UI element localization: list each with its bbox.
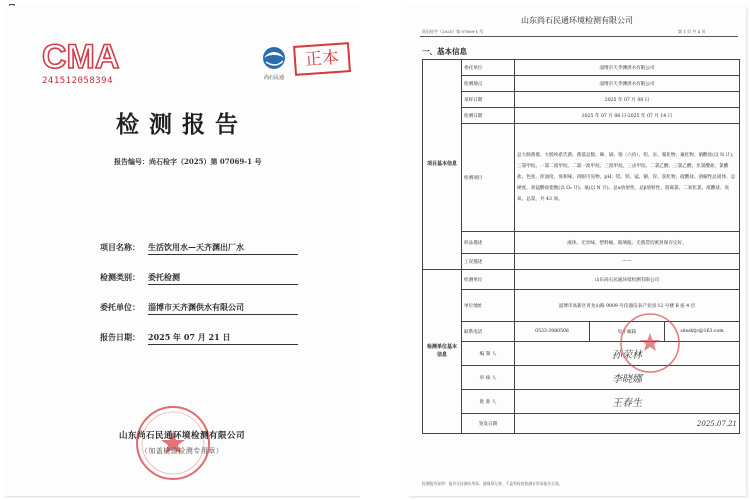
- header-rule: [420, 36, 738, 37]
- table-row: [423, 60, 740, 76]
- report-number-value: 尚石检字（2025）第 07069-1 号: [149, 157, 262, 166]
- row-label: 批 准 人: [462, 390, 515, 414]
- row-label: 单位地址: [462, 290, 515, 322]
- row-label: 检测项目: [462, 124, 515, 232]
- signature-cell: [515, 414, 740, 434]
- row-value: 2025 年 07 月 08 日-2025 年 07 月 14 日: [515, 108, 740, 124]
- section-title: 一、基本信息: [422, 47, 467, 56]
- signature-text: 孙荣林: [612, 350, 642, 361]
- row-label: 样品描述: [462, 232, 515, 254]
- field-label: 检测类别：: [100, 272, 140, 282]
- row-value: 2025 年 07 月 08 日: [515, 92, 740, 108]
- row-value: ——: [515, 254, 740, 270]
- row-label: 联系电话: [462, 322, 515, 342]
- row-value: 淄博市高新区青龙山路 9009 号仪器仪表产业园 12 号楼 B 座 4 层: [515, 290, 740, 322]
- report-number-small: 尚石检字（2025）第 07069-1 号: [422, 29, 484, 34]
- table-row: [423, 322, 740, 342]
- table-row: [423, 414, 740, 434]
- field-value: 委托检测: [148, 272, 298, 285]
- svg-text:尚石民通: 尚石民通: [263, 75, 285, 81]
- cma-number: 241512058394: [42, 76, 114, 86]
- issuing-company-note: （加盖检验检测专用章）: [140, 447, 224, 455]
- row-label: 检测日期: [462, 108, 515, 124]
- row-value: 山东尚石民通环境检测有限公司: [515, 270, 740, 290]
- table-row: [423, 290, 740, 322]
- field-label: 项目名称：: [100, 242, 140, 252]
- issue-date-handwritten: 2025.07.21: [696, 419, 737, 428]
- row-label: 编 制 人: [462, 342, 515, 366]
- report-number-label: 报告编号：: [114, 157, 149, 166]
- report-cover-page: [4, 6, 360, 496]
- group-label-project: 项目基本信息: [423, 60, 462, 270]
- report-date-field: [100, 332, 298, 345]
- row-label: 采样日期: [462, 92, 515, 108]
- table-row: [423, 232, 740, 254]
- page-header: 山东尚石民通环境检测有限公司: [521, 16, 633, 25]
- report-number: [114, 157, 262, 167]
- row-value: 淄博市天齐渊供水有限公司: [515, 76, 740, 92]
- original-copy-stamp: 正本: [293, 42, 351, 76]
- row-value: sdssktjc@163.com: [665, 322, 740, 342]
- signature-text: 王春生: [612, 398, 642, 409]
- table-row: [423, 342, 740, 366]
- field-label: 报告日期：: [100, 332, 140, 342]
- table-row: [423, 124, 740, 232]
- project-name-field: [100, 242, 298, 255]
- row-value: 淄博市天齐渊供水有限公司: [515, 60, 740, 76]
- row-label: 签发日期: [462, 414, 515, 434]
- row-label: 审 核 人: [462, 366, 515, 390]
- table-row: [423, 254, 740, 270]
- basic-info-table: [422, 59, 740, 434]
- issuing-company-name: 山东尚石民通环境检测有限公司: [118, 431, 245, 441]
- row-label: 检测单位: [462, 270, 515, 290]
- page-footer-note: 检测报告说明：报告无检测专用章、骑缝章无效，不盖有检验检测专用章报告无效。: [422, 481, 563, 486]
- table-row: [423, 366, 740, 390]
- page-gap: [360, 0, 408, 500]
- table-row: [423, 270, 740, 290]
- issuing-company: [4, 429, 360, 456]
- test-type-field: [100, 272, 298, 285]
- row-value: 液体、无异味、塑料桶、玻璃瓶、无菌袋均密封保存完好。: [515, 232, 740, 254]
- table-row: [423, 92, 740, 108]
- field-value: 2025 年 07 月 21 日: [148, 332, 298, 345]
- table-row: [423, 108, 740, 124]
- table-row: [423, 76, 740, 92]
- field-value: 生活饮用水—天齐渊出厂水: [148, 242, 298, 255]
- row-label: 委托单位: [462, 60, 515, 76]
- svg-text:CMA: CMA: [42, 38, 120, 76]
- basic-info-page: [408, 6, 746, 496]
- row-value: 0533-3980508: [515, 322, 590, 342]
- signature-cell: [515, 390, 740, 414]
- field-value: 淄博市天齐渊供水有限公司: [148, 302, 298, 315]
- field-label: 委托单位：: [100, 302, 140, 312]
- report-title: 检测报告: [116, 111, 248, 138]
- page-counter: 第 1 页 共 4 页: [678, 29, 706, 34]
- company-logo-icon: [258, 44, 290, 84]
- inspection-seal-icon: [618, 311, 682, 375]
- client-field: [100, 302, 298, 315]
- test-items-list: 总大肠菌群、大肠埃希氏菌、菌落总数、砷、镉、铬（六价）、铅、汞、氰化物、氟化物、硝酸盐(以 N 计)、三氯甲烷、一氯二溴甲烷、二氯一溴甲烷、三溴甲烷、三卤甲烷、二氯乙酸、三氯乙酸、亚氯酸盐、氯酸盐、色度、浑浊度、臭和味、肉眼可见物、pH、铝、铁、锰、铜、锌、氯化物、硫酸盐、溶解性总固体、总硬度、高锰酸盐指数(以 O₂ 计)、氨(以 N 计)、总α放射性、总β放射性、游离氯、二氧化氯、溴酸盐、臭氧、总氯，共 43 项。: [515, 124, 740, 232]
- row-label: 检测地点: [462, 76, 515, 92]
- group-label-unit: 检测单位基本信息: [423, 270, 462, 434]
- table-row: [423, 390, 740, 414]
- cma-mark-icon: [40, 34, 124, 82]
- row-label: 电子邮箱: [590, 322, 665, 342]
- signature-text: 李晓娜: [612, 374, 642, 385]
- row-label: 工况描述: [462, 254, 515, 270]
